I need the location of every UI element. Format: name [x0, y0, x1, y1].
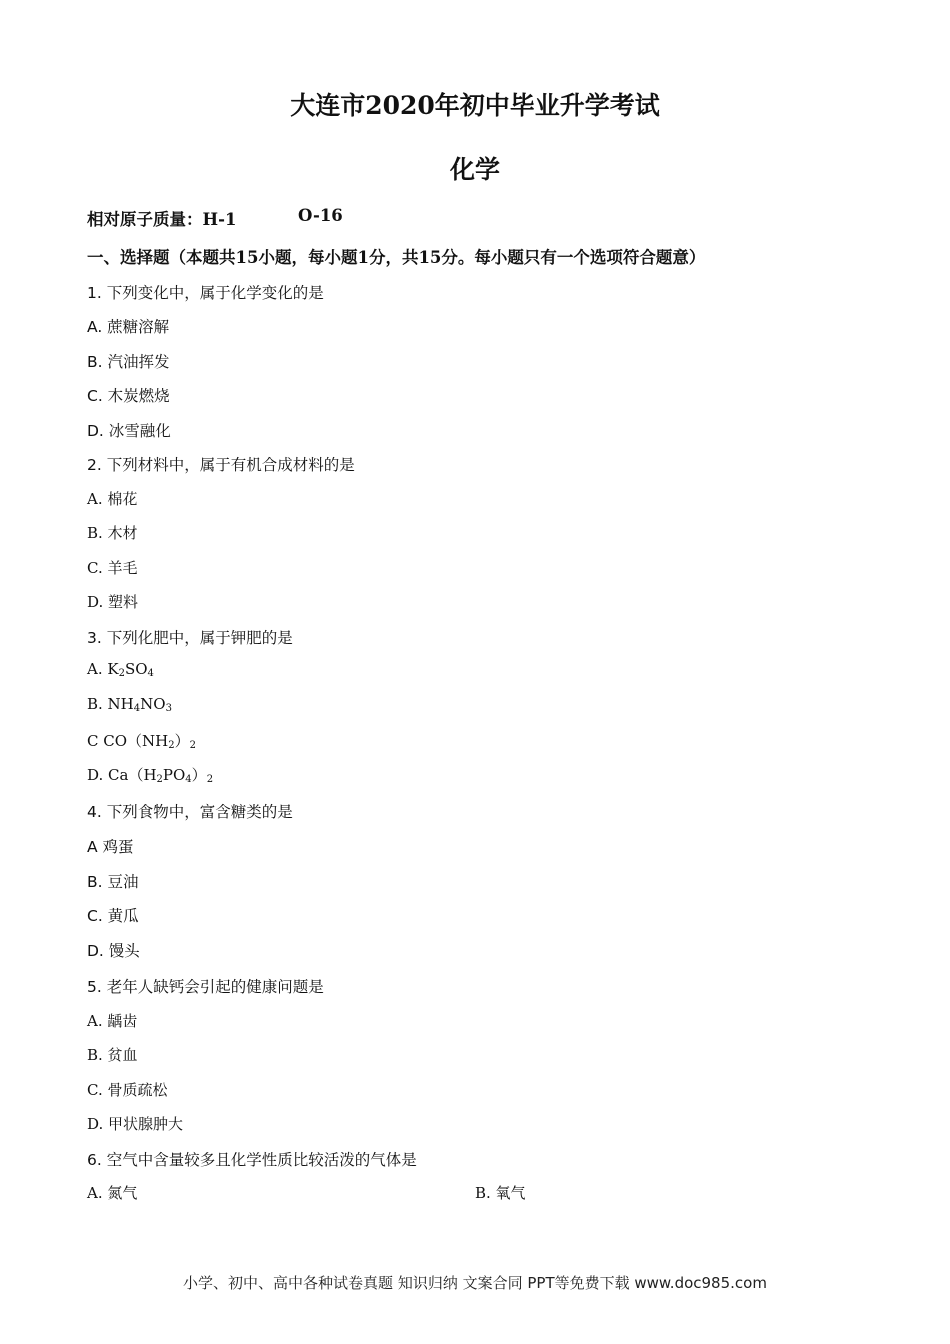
- question-2-stem: 2. 下列材料中，属于有机合成材料的是: [87, 456, 355, 474]
- exam-title: 大连市2020年初中毕业升学考试: [290, 91, 660, 120]
- q5-option-b: B. 贫血: [87, 1046, 138, 1064]
- q6-option-b: B. 氧气: [475, 1184, 526, 1202]
- q1-option-d: D. 冰雪融化: [87, 422, 171, 440]
- q2-option-b: B. 木材: [87, 524, 138, 542]
- q2-option-d: D. 塑料: [87, 593, 139, 611]
- atomic-mass-label: 相对原子质量：H-1: [87, 210, 237, 229]
- q3-option-c: C $CO(NH_2)_2$: [87, 732, 196, 751]
- question-5-stem: 5. 老年人缺钙会引起的健康问题是: [87, 978, 324, 996]
- atomic-mass-o: O-16: [298, 206, 343, 225]
- page-footer: 小学、初中、高中各种试卷真题 知识归纳 文案合同 PPT等免费下载 www.doc985.com: [183, 1274, 767, 1292]
- q5-option-d: D. 甲状腺肿大: [87, 1115, 184, 1133]
- q4-option-a: A 鸡蛋: [87, 838, 134, 856]
- q5-option-c: C. 骨质疏松: [87, 1081, 168, 1099]
- q1-option-a: A. 蔗糖溶解: [87, 318, 170, 336]
- question-1-stem: 1. 下列变化中，属于化学变化的是: [87, 284, 324, 302]
- q2-option-a: A. 棉花: [87, 490, 138, 508]
- q1-option-b: B. 汽油挥发: [87, 353, 170, 371]
- q3-option-a: A. $K_2SO_4$: [87, 660, 154, 679]
- question-4-stem: 4. 下列食物中，富含糖类的是: [87, 803, 293, 821]
- q3-option-d: D. $Ca(H_2PO_4)_2$: [87, 766, 214, 785]
- q4-option-c: C. 黄瓜: [87, 907, 139, 925]
- question-3-stem: 3. 下列化肥中，属于钾肥的是: [87, 629, 293, 647]
- question-6-stem: 6. 空气中含量较多且化学性质比较活泼的气体是: [87, 1151, 417, 1169]
- q5-option-a: A. 龋齿: [87, 1012, 138, 1030]
- section-heading: 一、选择题（本题共15小题，每小题1分，共15分。每小题只有一个选项符合题意）: [87, 248, 706, 267]
- q4-option-d: D. 馒头: [87, 942, 140, 960]
- q2-option-c: C. 羊毛: [87, 559, 138, 577]
- q3-option-b: B. $NH_4NO_3$: [87, 695, 172, 714]
- q1-option-c: C. 木炭燃烧: [87, 387, 170, 405]
- q6-option-a: A. 氮气: [87, 1184, 138, 1202]
- subject-title: 化学: [449, 155, 500, 184]
- q4-option-b: B. 豆油: [87, 873, 139, 891]
